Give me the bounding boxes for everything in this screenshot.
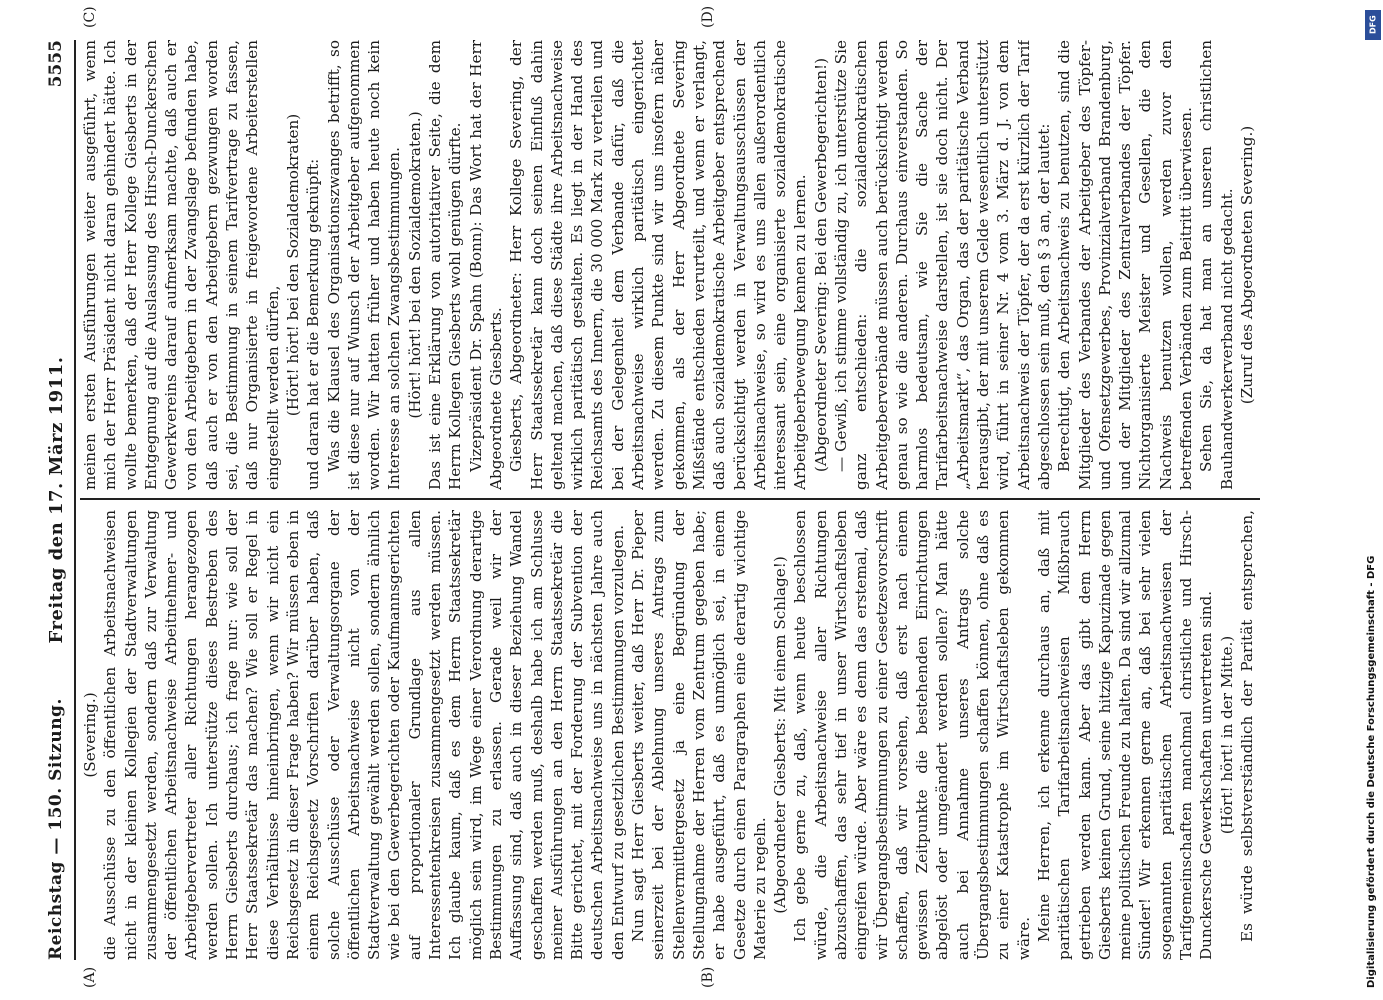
header-rule [74, 40, 76, 960]
paragraph: Vizepräsident Dr. Spahn (Bonn): Das Wort hat der Herr Abgeordnete Giesberts. [466, 40, 505, 490]
margin-marker-a: (A) [82, 966, 98, 988]
header-left: Reichstag — 150. Sitzung. [46, 698, 66, 960]
paragraph: Meine Herren, ich erkenne durchaus an, daß mit paritätischen Tarifarbeitsnachweisen Mißbrauch getrieben werden kann. Aber das gibt dem Herrn Giesberts keinen Grund, seine hitzige Kapuzinade gegen meine politischen Freunde zu halten. Da sind wir allzumal Sünder! Wir erkennen gerne an, daß bei sehr vielen sogenannten paritätischen Arbeitsnachweisen der Tarifgemeinschaften manchmal christliche und Hirsch-Dunckersche Gewerkschaften unvertreten sind. [1034, 510, 1216, 960]
interjection: (Hört! hört! bei den Sozialdemokraten.) [405, 111, 424, 419]
interjection: (Hört! hört! in der Mitte.) [1217, 635, 1236, 835]
dfg-logo: DFG [1365, 10, 1381, 40]
paragraph [1257, 40, 1260, 490]
left-column [80, 510, 1260, 960]
paragraph: Sehen Sie, da hat man an unseren christlichen Bauhandwerkerverband nicht gedacht. [1197, 40, 1236, 490]
margin-marker-c: (C) [82, 6, 98, 28]
paragraph: Nun sagt Herr Giesberts weiter, daß Herr Dr. Pieper seinerzeit bei der Ablehnung unseres Antrags zum Stellenvermittlergesetz ja eine Begründung der Stellungnahme der Herren vom Zentrum gegeben habe; er habe ausgeführt, daß es unmöglich sei, in einem Gesetze durch einen Paragraphen eine derartig wichtige Materie zu regeln. [629, 510, 769, 960]
right-column [80, 40, 1260, 490]
header-date: Freitag den 17. März 1911. [46, 356, 67, 644]
paragraph: die Ausschüsse zu den öffentlichen Arbeitsnachweisen nicht in der kleinen Kollegien der Stadtverwaltungen zusammengesetzt werden, sondern daß zur Verwaltung der öffentlichen Arbeitsnachweise Arbeitnehmer- und Arbeitgebervertreter aller Richtungen herangezogen werden sollen. Ich unterstütze dieses Bestreben des Herrn Giesberts durchaus; ich frage nur: wie soll der Herr Staatssekretär das machen? Wie soll er Regel in diese Verhältnisse hineinbringen, wenn wir nicht ein Reichsgesetz in dieser Frage haben? Wir müssen eben in einem Reichsgesetz Vorschriften darüber haben, daß solche Ausschüsse oder Verwaltungsorgane der öffentlichen Arbeitsnachweise nicht von der Stadtverwaltung gewählt werden sollen, sondern ähnlich wie bei den Gewerbegerichten oder Kaufmannsgerichten auf proportionaler Grundlage aus allen Interessentenkreisen zusammengesetzt werden müssen. Ich glaube kaum, daß es dem Herrn Staatssekretär möglich sein wird, im Wege einer Verordnung derartige Bestimmungen zu erlassen. Gerade weil wir der Auffassung sind, daß auch in dieser Beziehung Wandel geschaffen werden muß, deshalb habe ich am Schlusse meiner Ausführungen an den Herrn Staatssekretär die Bitte gerichtet, mit der Forderung der Subvention der deutschen Arbeitsnachweise uns in nächsten Jahre auch den Entwurf zu gesetzlichen Bestimmungen vorzulegen. [101, 510, 627, 960]
quote: Berechtigt, den Arbeitsnachweis zu benutzen, sind die Mitglieder des Verbandes der Arbeitgeber des Töpfer- und Ofensetzgewerbes, Provinzialverband Brandenburg, und der Mitglieder des Zentralverbandes der Töpfer. Nichtorganisierte Meister und Gesellen, die den Nachweis benutzen wollen, werden zuvor den betreffenden Verbänden zum Beitritt überwiesen. [1055, 40, 1196, 490]
paragraph: meinen ersten Ausführungen weiter ausgeführt, wenn mich der Herr Präsident nicht daran gehindert hätte. Ich wollte bemerken, daß der Herr Kollege Giesberts in der Entgegnung auf die Auslassung des Hirsch-Dunckerschen Gewerkvereins darauf aufmerksam machte, daß auch er von den Arbeitgebern in der Zwangslage befunden habe, daß auch er von den Arbeitgebern gezwungen worden sei, die Bestimmung in seinem Tarifvertrage zu fassen, daß nur Organisierte in freigewordene Arbeiterstellen eingestellt werden dürfen, [81, 40, 282, 490]
paragraph: und daran hat er die Bemerkung geknüpft: [304, 158, 323, 490]
paragraph: Giesberts, Abgeordneter: Herr Kollege Severing, der Herr Staatssekretär kann doch seinen Einfluß dahin geltend machen, daß diese Städte ihre Arbeitsnachweise wirklich paritätisch gestalten. Es liegt in der Hand des Reichsamts des Innern, die 30 000 Mark zu verteilen und bei der Gelegenheit dem Verbande dafür, daß die Arbeitsnachweise wirklich paritätisch eingerichtet werden. Zu diesem Punkte sind wir uns insofern näher gekommen, als der Herr Abgeordnete Severing Mißstände entschieden verurteilt, und wenn er verlangt, daß auch sozialdemokratische Arbeitgeber entsprechend berücksichtigt werden in Verwaltungsausschüssen der Arbeitsnachweise, so wird es uns allen außerordentlich interessant sein, eine organisierte sozialdemokratische Arbeitgeberbewegung kennen zu lernen. [507, 40, 810, 490]
interjection: (Abgeordneter Giesberts: Mit einem Schlage!) [771, 556, 790, 914]
paragraph: Es würde selbstverständlich der Parität entsprechen, [1237, 510, 1256, 942]
paragraph: — Gewiß, ich stimme vollständig zu, ich unterstütze Sie ganz entschieden: die sozialdemokratischen Arbeitgeberverbände müssen auch berücksichtigt werden genau so wie die anderen. Durchaus einverstanden. So harmlos bedeutsam, wie Sie die Sache der Tarifarbeitsnachweise darstellen, ist sie doch nicht. Der „Arbeitsmarkt“, das Organ, das der paritätische Verband herausgibt, der mit unserem Gelde wesentlich unterstützt wird, führt in seiner Nr. 4 vom 3. März d. J. von dem Arbeitsnachweis der Töpfer, der da erst kürzlich der Tarif abgeschlossen sein muß, den § 3 an, der lautet: [831, 40, 1053, 490]
quote: Was die Klausel des Organisationszwanges betrifft, so ist diese nur auf Wunsch der Arbeitgeber aufgenommen worden. Wir hatten früher und haben heute noch kein Interesse an solchen Zwangsbestimmungen. [324, 40, 404, 490]
interjection: (Zuruf des Abgeordneten Severing.) [1237, 125, 1256, 405]
page-number: 5555 [46, 40, 66, 88]
digitization-credit: Digitalisierung gefördert durch die Deutsche Forschungsgemeinschaft - DFG [1366, 555, 1377, 988]
paragraph: Das ist eine Erklärung von autoritativer Seite, die dem Herrn Kollegen Giesberts wohl genügen dürfte. [426, 40, 465, 490]
page-header [38, 40, 72, 960]
margin-marker-b: (B) [700, 966, 716, 988]
interjection: (Hört! hört! bei den Sozialdemokraten) [283, 113, 302, 417]
paragraph: (Severing.) [81, 692, 99, 778]
paragraph: Ich gebe gerne zu, daß, wenn heute beschlossen würde, die Arbeitsnachweise aller Richtungen abzuschaffen, das sehr tief in unser Wirtschaftsleben eingreifen würde. Aber wäre es denn das erstemal, daß wir Übergangsbestimmungen zu einer Gesetzesvorschrift schaffen, daß wir vorsehen, daß erst nach einem gewissen Zeitpunkte die bestehenden Einrichtungen abgelöst oder umgeändert werden sollen? Man hätte auch bei Annahme unseres Antrags solche Übergangsbestimmungen schaffen können, ohne daß es zu einer Katastrophe im Wirtschaftsleben gekommen wäre. [791, 510, 1033, 960]
column-divider [80, 498, 1260, 500]
interjection: (Abgeordneter Severing: Bei den Gewerbegerichten!) [811, 57, 830, 473]
margin-marker-d: (D) [700, 5, 716, 28]
digitization-footer [1363, 4, 1381, 996]
